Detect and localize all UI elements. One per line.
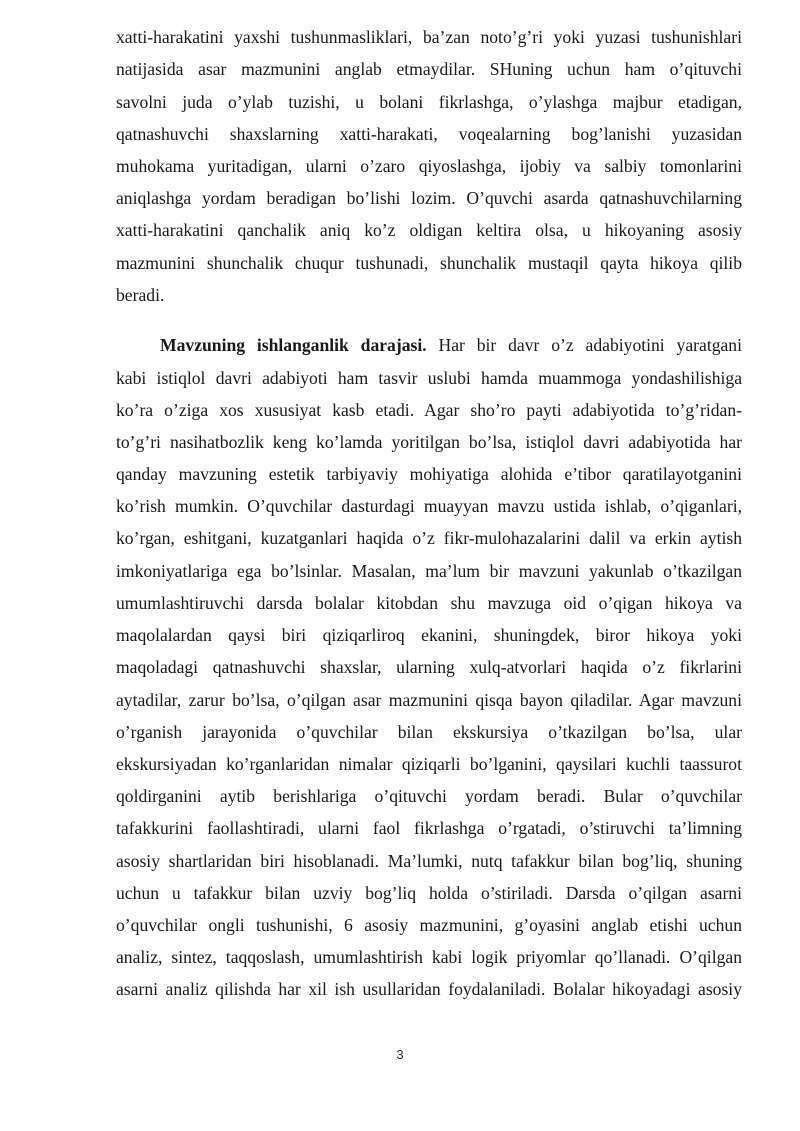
text-line: asosiy shartlaridan biri hisoblanadi. Ma’lumki, nutq tafakkur bilan bog’liq, shuning [116,851,742,871]
page-number: 3 [396,1047,404,1062]
text-line: tafakkurini faollashtiradi, ularni faol fikrlashga o’rgatadi, o’stiruvchi ta’limning [116,818,742,838]
text-line: beradi. [116,285,165,305]
paragraph-first-line [160,334,742,356]
text-line: natijasida asar mazmunini anglab etmaydilar. SHuning uchun ham o’qituvchi [116,59,742,79]
text-line: ekskursiyadan ko’rganlaridan nimalar qiziqarli bo’lganini, qaysilari kuchli taassurot [116,754,742,774]
text-line: savolni juda o’ylab tuzishi, u bolani fikrlashga, o’ylashga majbur etadigan, [116,92,742,112]
text-line: aniqlashga yordam beradigan bo’lishi lozim. O’quvchi asarda qatnashuvchilarning [116,188,742,208]
text-line: analiz, sintez, taqqoslash, umumlashtirish kabi logik priyomlar qo’llanadi. O’qilgan [116,947,742,967]
text-line: umumlashtiruvchi darsda bolalar kitobdan shu mavzuga oid o’qigan hikoya va [116,593,742,613]
text-line: uchun u tafakkur bilan uzviy bog’liq holda o’stiriladi. Darsda o’qilgan asarni [116,883,742,903]
text-line: muhokama yuritadigan, ularni o’zaro qiyoslashga, ijobiy va salbiy tomonlarini [116,156,742,176]
text-line: asarni analiz qilishda har xil ish usullaridan foydalaniladi. Bolalar hikoyadagi asosiy [116,979,742,999]
text-line: o’rganish jarayonida o’quvchilar bilan ekskursiya o’tkazilgan bo’lsa, ular [116,722,742,742]
text-line: ko’ra o’ziga xos xususiyat kasb etadi. Agar sho’ro payti adabiyotida to’g’ridan- [116,400,742,420]
text-line: maqolalardan qaysi biri qiziqarliroq ekanini, shuningdek, biror hikoya yoki [116,625,742,645]
text-line: xatti-harakatini qanchalik aniq ko’z oldigan keltira olsa, u hikoyaning asosiy [116,220,742,240]
text-line: qatnashuvchi shaxslarning xatti-harakati, voqealarning bog’lanishi yuzasidan [116,124,742,144]
text-line: ko’rish mumkin. O’quvchilar dasturdagi muayyan mavzu ustida ishlab, o’qiganlari, [116,496,742,516]
text-line: to’g’ri nasihatbozlik keng ko’lamda yoritilgan bo’lsa, istiqlol davri adabiyotida har [116,432,742,452]
text-line: aytadilar, zarur bo’lsa, o’qilgan asar mazmunini qisqa bayon qiladilar. Agar mavzuni [116,690,742,710]
text-span: Har bir davr o’z adabiyotini yaratgani [438,335,742,355]
text-line: qoldirganini aytib berishlariga o’qituvchi yordam beradi. Bular o’quvchilar [116,786,742,806]
text-line: ko’rgan, eshitgani, kuzatganlari haqida o’z fikr-mulohazalarini dalil va erkin aytish [116,528,742,548]
text-line: mazmunini shunchalik chuqur tushunadi, shunchalik mustaqil qayta hikoya qilib [116,253,742,273]
section-heading: Mavzuning ishlanganlik darajasi. [160,335,427,355]
text-line: o’quvchilar ongli tushunishi, 6 asosiy mazmunini, g’oyasini anglab etishi uchun [116,915,742,935]
text-line: imkoniyatlariga ega bo’lsinlar. Masalan, ma’lum bir mavzuni yakunlab o’tkazilgan [116,561,742,581]
text-line: xatti-harakatini yaxshi tushunmasliklari, ba’zan noto’g’ri yoki yuzasi tushunishlari [116,27,742,47]
text-line: kabi istiqlol davri adabiyoti ham tasvir uslubi hamda muammoga yondashilishiga [116,368,742,388]
text-line: qanday mavzuning estetik tarbiyaviy mohiyatiga alohida e’tibor qaratilayotganini [116,464,742,484]
text-line: maqoladagi qatnashuvchi shaxslar, ularning xulq-atvorlari haqida o’z fikrlarini [116,657,742,677]
